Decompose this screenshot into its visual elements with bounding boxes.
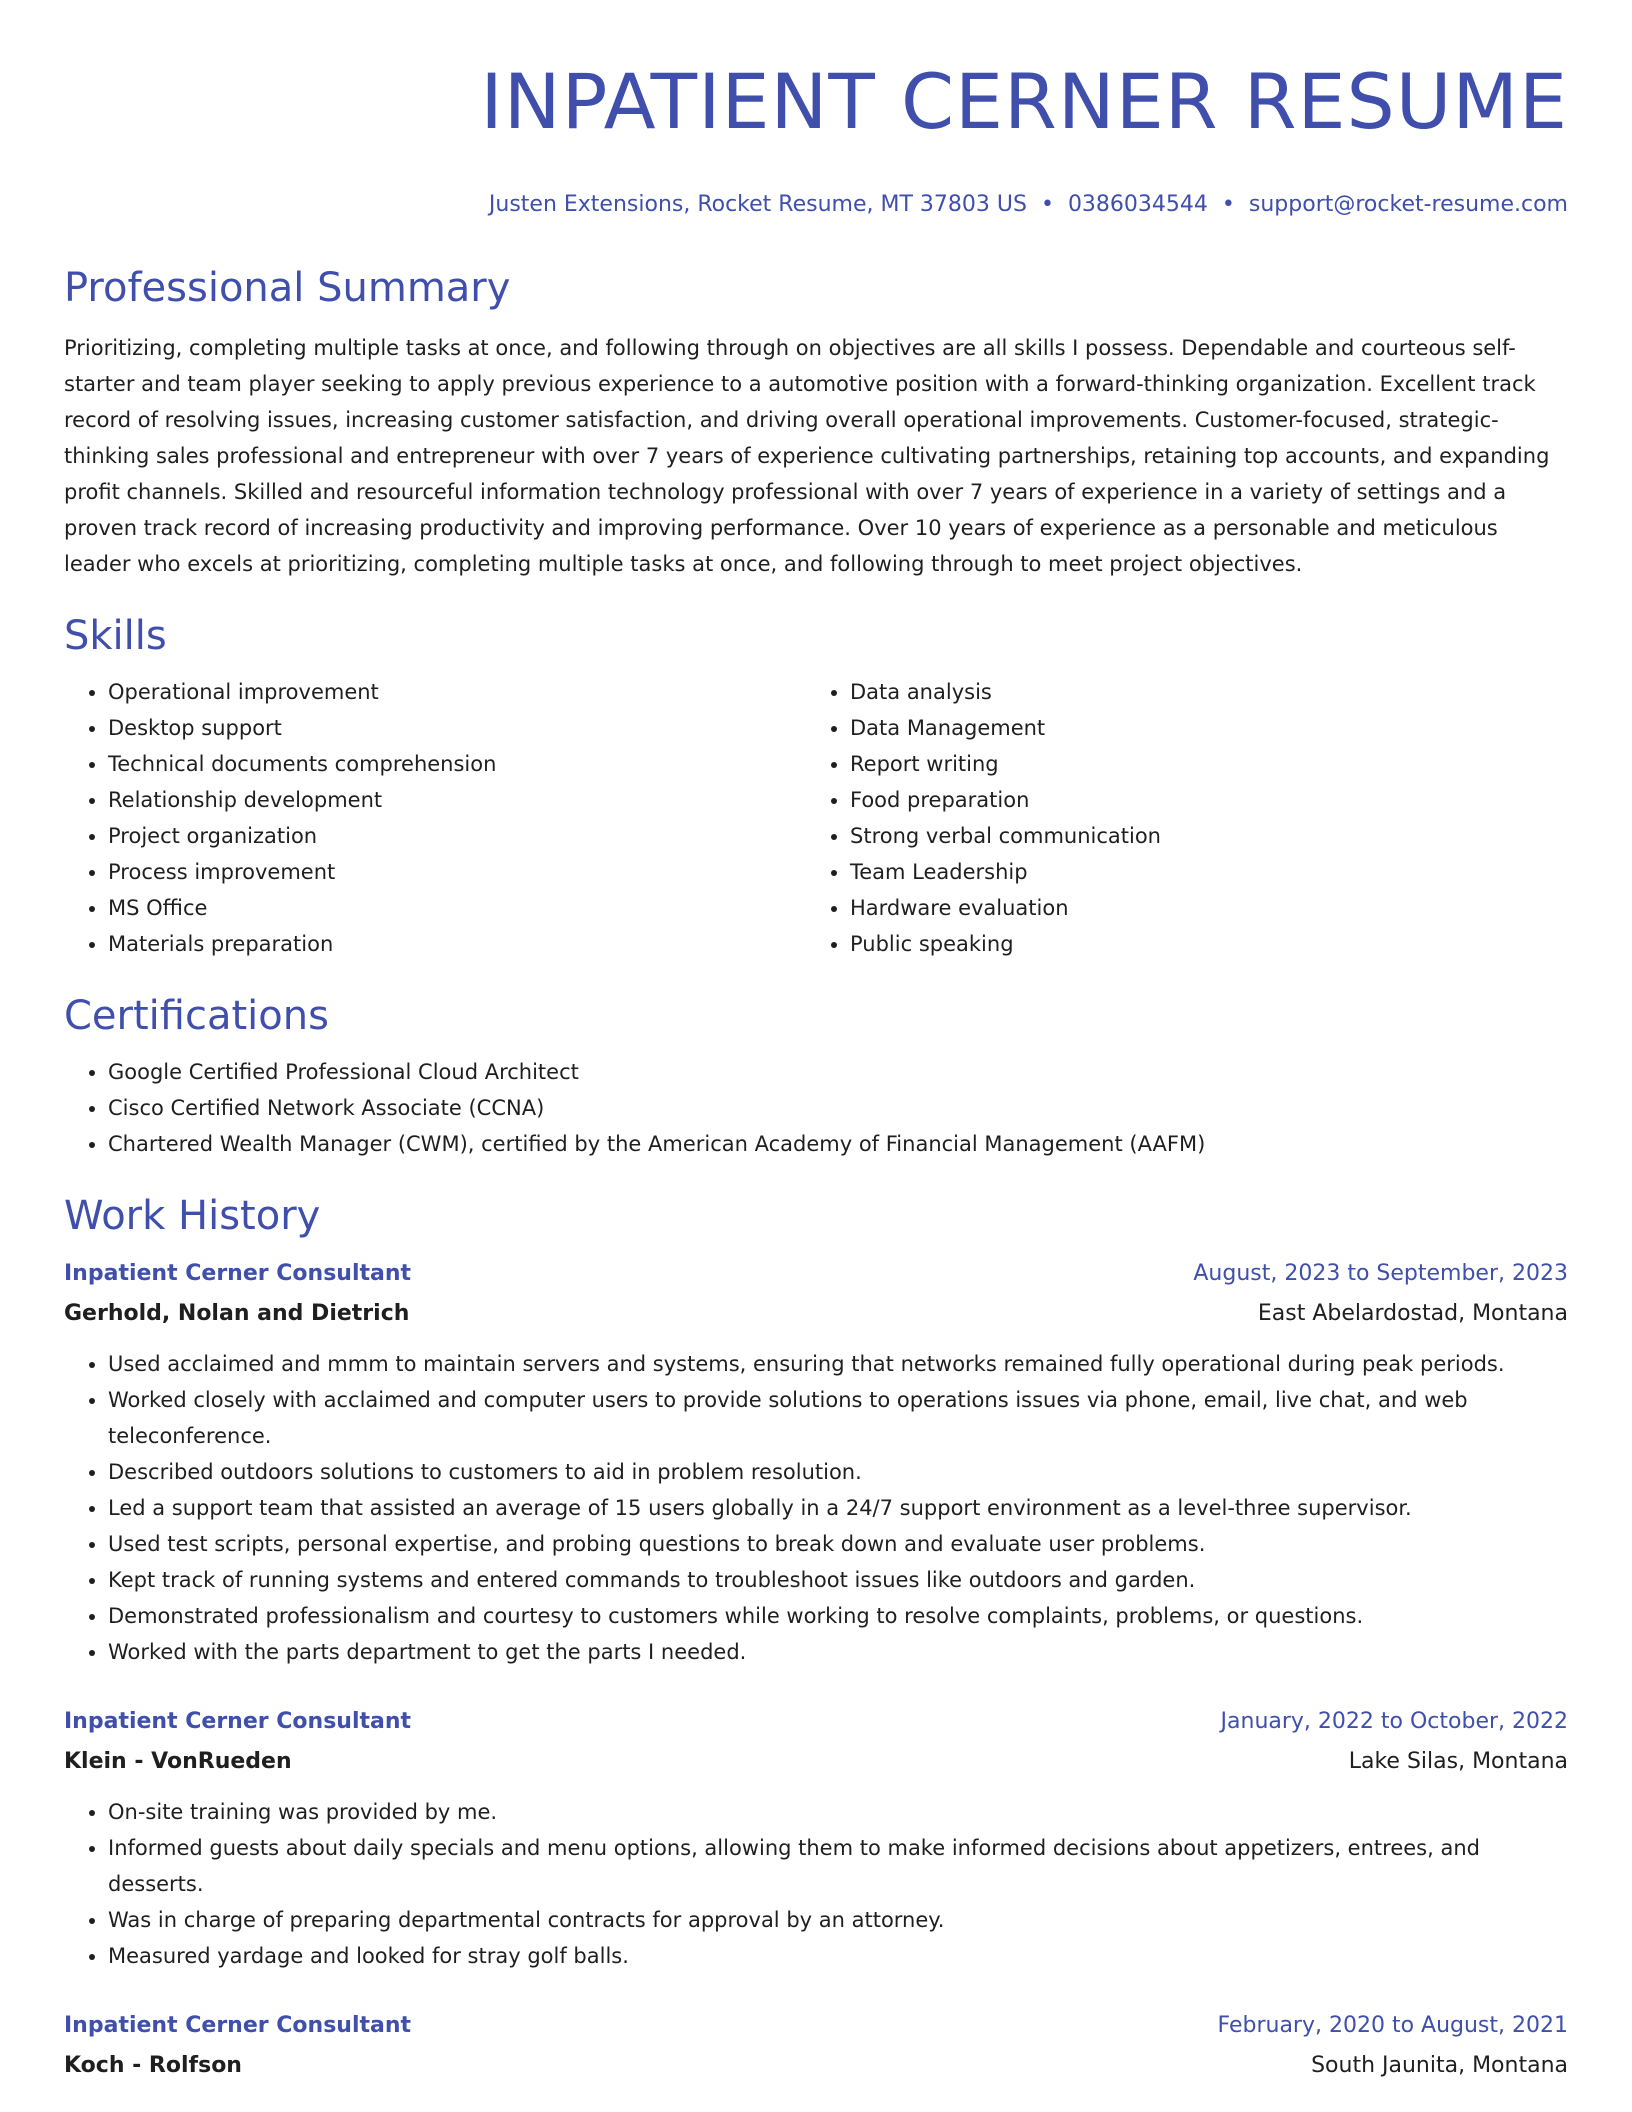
job-dates: January, 2022 to October, 2022 — [1220, 1709, 1568, 1734]
job-company-row — [64, 1740, 1568, 1780]
skill-item: • Desktop support — [108, 710, 806, 746]
job-bullet: • Described outdoors solutions to customers to aid in problem resolution. — [108, 1454, 1568, 1490]
job-dates: August, 2023 to September, 2023 — [1193, 1261, 1568, 1286]
skill-item: • Hardware evaluation — [850, 890, 1548, 926]
contact-line — [64, 190, 1568, 220]
job-entry — [64, 2008, 1568, 2084]
job-title-row — [64, 1704, 1568, 1740]
job-bullet: • Measured yardage and looked for stray golf balls. — [108, 1938, 1568, 1974]
job-bullet: • Was in charge of preparing departmental contracts for approval by an attorney. — [108, 1902, 1568, 1938]
job-entry — [64, 1256, 1568, 1670]
job-title: Inpatient Cerner Consultant — [64, 1709, 412, 1734]
resume-name: INPATIENT CERNER RESUME — [480, 57, 1568, 146]
certifications-heading: Certifications — [64, 993, 329, 1039]
skill-item: • Data analysis — [850, 674, 1548, 710]
job-bullet: • Worked with the parts department to get the parts I needed. — [108, 1634, 1568, 1670]
job-bullet: • Worked closely with acclaimed and computer users to provide solutions to operations issues via phone, email, live chat, and web teleconference. — [108, 1382, 1568, 1454]
job-bullets — [64, 1346, 1568, 1670]
job-bullets — [64, 1794, 1568, 1974]
job-bullet: • Kept track of running systems and entered commands to troubleshoot issues like outdoors and garden. — [108, 1562, 1568, 1598]
job-title-row — [64, 2008, 1568, 2044]
skills-right-column — [806, 674, 1548, 962]
job-bullet: • Led a support team that assisted an average of 15 users globally in a 24/7 support environment as a level-three supervisor. — [108, 1490, 1568, 1526]
job-entry — [64, 1704, 1568, 1974]
job-company: Koch - Rolfson — [64, 2053, 242, 2078]
contact-separator: • — [1040, 192, 1054, 217]
skill-item: • Operational improvement — [108, 674, 806, 710]
skills-left-column — [64, 674, 806, 962]
skill-item: • Project organization — [108, 818, 806, 854]
job-company-row — [64, 2044, 1568, 2084]
skill-item: • Technical documents comprehension — [108, 746, 806, 782]
skill-item: • Public speaking — [850, 926, 1548, 962]
skill-item: • Data Management — [850, 710, 1548, 746]
contact-separator: • — [1221, 192, 1235, 217]
job-company: Gerhold, Nolan and Dietrich — [64, 1301, 410, 1326]
certifications-list — [64, 1054, 1568, 1162]
work-history-heading: Work History — [64, 1193, 321, 1239]
job-title-row — [64, 1256, 1568, 1292]
job-location: East Abelardostad, Montana — [1257, 1301, 1568, 1326]
job-location: Lake Silas, Montana — [1348, 1749, 1568, 1774]
certification-item: • Cisco Certified Network Associate (CCNA) — [108, 1090, 1568, 1126]
job-bullet: • Informed guests about daily specials and menu options, allowing them to make informed decisions about appetizers, entrees, and desserts. — [108, 1830, 1568, 1902]
skill-item: • Food preparation — [850, 782, 1548, 818]
certification-item: • Google Certified Professional Cloud Architect — [108, 1054, 1568, 1090]
job-location: South Jaunita, Montana — [1311, 2053, 1568, 2078]
skill-item: • Team Leadership — [850, 854, 1548, 890]
job-title: Inpatient Cerner Consultant — [64, 2013, 412, 2038]
skills-grid — [64, 674, 1568, 962]
summary-text: Prioritizing, completing multiple tasks at once, and following through on objectives are all skills I possess. Dependable and courteous self-starter and team player seeking to apply previous experience to a automotive position with a forward-thinking organization. Excellent track record of resolving issues, increasing customer satisfaction, and driving overall operational improvements. Customer-focused, strategic-thinking sales professional and entrepreneur with over 7 years of experience cultivating partnerships, retaining top accounts, and expanding profit channels. Skilled and resourceful information technology professional with over 7 years of experience in a variety of settings and a proven track record of increasing productivity and improving performance. Over 10 years of experience as a personable and meticulous leader who excels at prioritizing, completing multiple tasks at once, and following through to meet project objectives. — [64, 336, 1550, 576]
job-dates: February, 2020 to August, 2021 — [1217, 2013, 1568, 2038]
job-company-row — [64, 1292, 1568, 1332]
job-bullet: • Used test scripts, personal expertise, and probing questions to break down and evaluate user problems. — [108, 1526, 1568, 1562]
job-company: Klein - VonRueden — [64, 1749, 292, 1774]
skill-item: • Process improvement — [108, 854, 806, 890]
job-bullet: • Demonstrated professionalism and courtesy to customers while working to resolve complaints, problems, or questions. — [108, 1598, 1568, 1634]
job-bullet: • On-site training was provided by me. — [108, 1794, 1568, 1830]
skill-item: • Materials preparation — [108, 926, 806, 962]
certification-item: • Chartered Wealth Manager (CWM), certified by the American Academy of Financial Management (AAFM) — [108, 1126, 1568, 1162]
contact-phone: 0386034544 — [1067, 192, 1208, 217]
resume-header — [64, 52, 1568, 220]
summary-heading: Professional Summary — [64, 265, 511, 311]
contact-address: Justen Extensions, Rocket Resume, MT 37803 US — [488, 192, 1027, 217]
skill-item: • MS Office — [108, 890, 806, 926]
skill-item: • Strong verbal communication — [850, 818, 1548, 854]
job-bullet: • Used acclaimed and mmm to maintain servers and systems, ensuring that networks remained fully operational during peak periods. — [108, 1346, 1568, 1382]
job-title: Inpatient Cerner Consultant — [64, 1261, 412, 1286]
skills-heading: Skills — [64, 613, 167, 659]
skill-item: • Report writing — [850, 746, 1548, 782]
work-history-list — [64, 1256, 1568, 2084]
skill-item: • Relationship development — [108, 782, 806, 818]
contact-email[interactable]: support@rocket-resume.com — [1248, 192, 1568, 217]
